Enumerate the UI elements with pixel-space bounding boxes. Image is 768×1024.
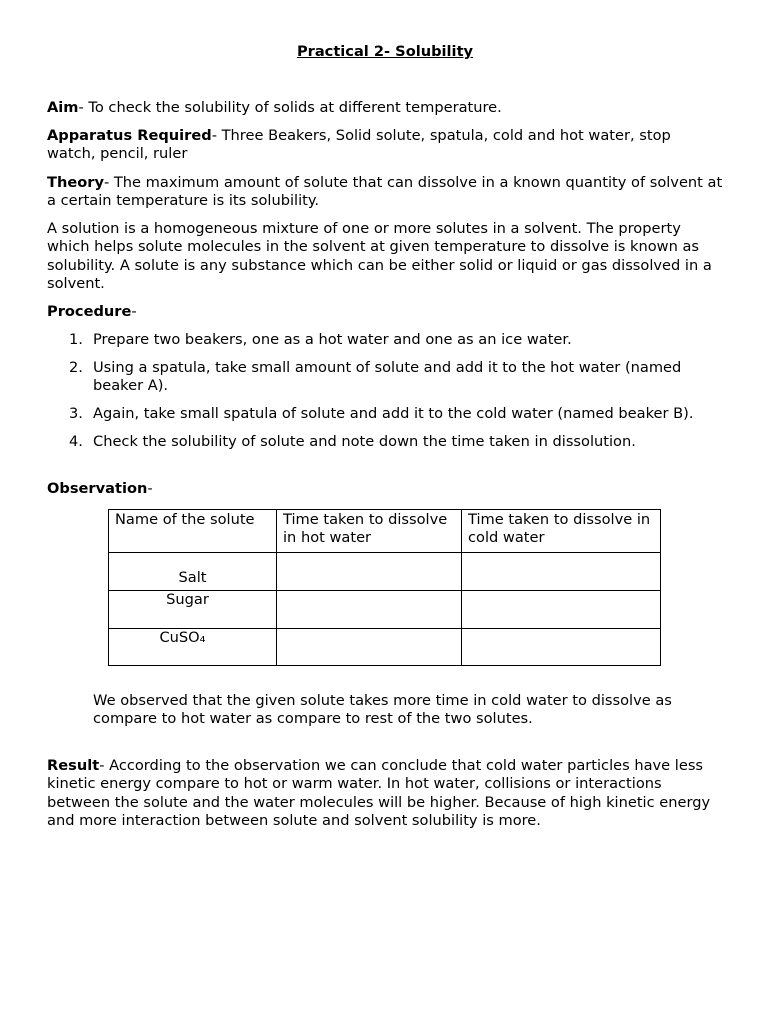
header-solute: Name of the solute <box>109 510 277 553</box>
step-number: 2. <box>69 358 83 376</box>
observation-suffix: - <box>147 480 153 497</box>
step-number: 4. <box>69 432 83 450</box>
aim-label: Aim <box>47 99 79 116</box>
procedure-step <box>47 331 723 349</box>
step-number: 3. <box>69 405 83 422</box>
step-text: Again, take small spatula of solute and add it to the cold water (named beaker B). <box>93 405 694 422</box>
solute-cell <box>109 629 277 666</box>
page-title: Practical 2- Solubility <box>296 43 474 60</box>
theory-paragraph <box>47 174 723 211</box>
solute-cell <box>109 591 277 629</box>
solute-name: CuSO₄ <box>159 629 206 646</box>
result-text: - According to the observation we can conclude that cold water particles have less kinetic energy compare to hot or warm water. In hot water, collisions or interactions between the solute and the water molecules will be higher. Because of high kinetic energy and more interaction between solute and solvent solubility is more. <box>47 757 711 830</box>
hot-time-cell <box>277 591 462 629</box>
aim-paragraph <box>47 99 723 117</box>
solution-paragraph: A solution is a homogeneous mixture of one or more solutes in a solvent. The property which helps solute molecules in the solvent at given temperature to dissolve is known as solubility. A solute is any substance which can be either solid or liquid or gas dissolved in a solvent. <box>47 220 712 293</box>
procedure-step <box>47 359 723 396</box>
result-paragraph <box>47 757 723 831</box>
cold-time-cell <box>462 553 661 591</box>
apparatus-label: Apparatus Required <box>47 127 212 144</box>
header-cold-water: Time taken to dissolve in cold water <box>462 510 661 553</box>
observation-table <box>108 509 661 666</box>
procedure-step <box>47 433 723 451</box>
step-text: Prepare two beakers, one as a hot water and one as an ice water. <box>93 331 572 348</box>
procedure-step <box>47 405 723 423</box>
result-label: Result <box>47 757 100 774</box>
observation-label: Observation <box>47 480 148 497</box>
procedure-list <box>47 331 723 461</box>
observation-note: We observed that the given solute takes more time in cold water to dissolve as compare to hot water as compare to rest of the two solutes. <box>93 692 672 728</box>
solute-name: Sugar <box>166 591 209 608</box>
hot-time-cell <box>277 629 462 666</box>
procedure-suffix: - <box>131 303 137 320</box>
observation-heading <box>47 480 723 498</box>
theory-label: Theory <box>47 174 104 191</box>
cold-time-cell <box>462 591 661 629</box>
table-header-row <box>109 510 661 553</box>
procedure-heading <box>47 303 723 321</box>
solute-name: Salt <box>178 569 207 586</box>
hot-time-cell <box>277 553 462 591</box>
aim-text: - To check the solubility of solids at different temperature. <box>78 99 502 116</box>
table-row <box>109 629 661 666</box>
step-number: 1. <box>69 331 83 348</box>
procedure-label: Procedure <box>47 303 132 320</box>
step-text: Check the solubility of solute and note down the time taken in dissolution. <box>93 432 636 450</box>
table-row <box>109 553 661 591</box>
solute-cell <box>109 553 277 591</box>
step-text: Using a spatula, take small amount of solute and add it to the hot water (named beaker A). <box>93 358 682 395</box>
table-row <box>109 591 661 629</box>
apparatus-text: - Three Beakers, Solid solute, spatula, cold and hot water, stop watch, pencil, ruler <box>47 127 671 163</box>
header-hot-water: Time taken to dissolve in hot water <box>277 510 462 553</box>
cold-time-cell <box>462 629 661 666</box>
apparatus-paragraph <box>47 127 723 164</box>
theory-text: - The maximum amount of solute that can dissolve in a known quantity of solvent at a certain temperature is its solubility. <box>47 174 723 210</box>
